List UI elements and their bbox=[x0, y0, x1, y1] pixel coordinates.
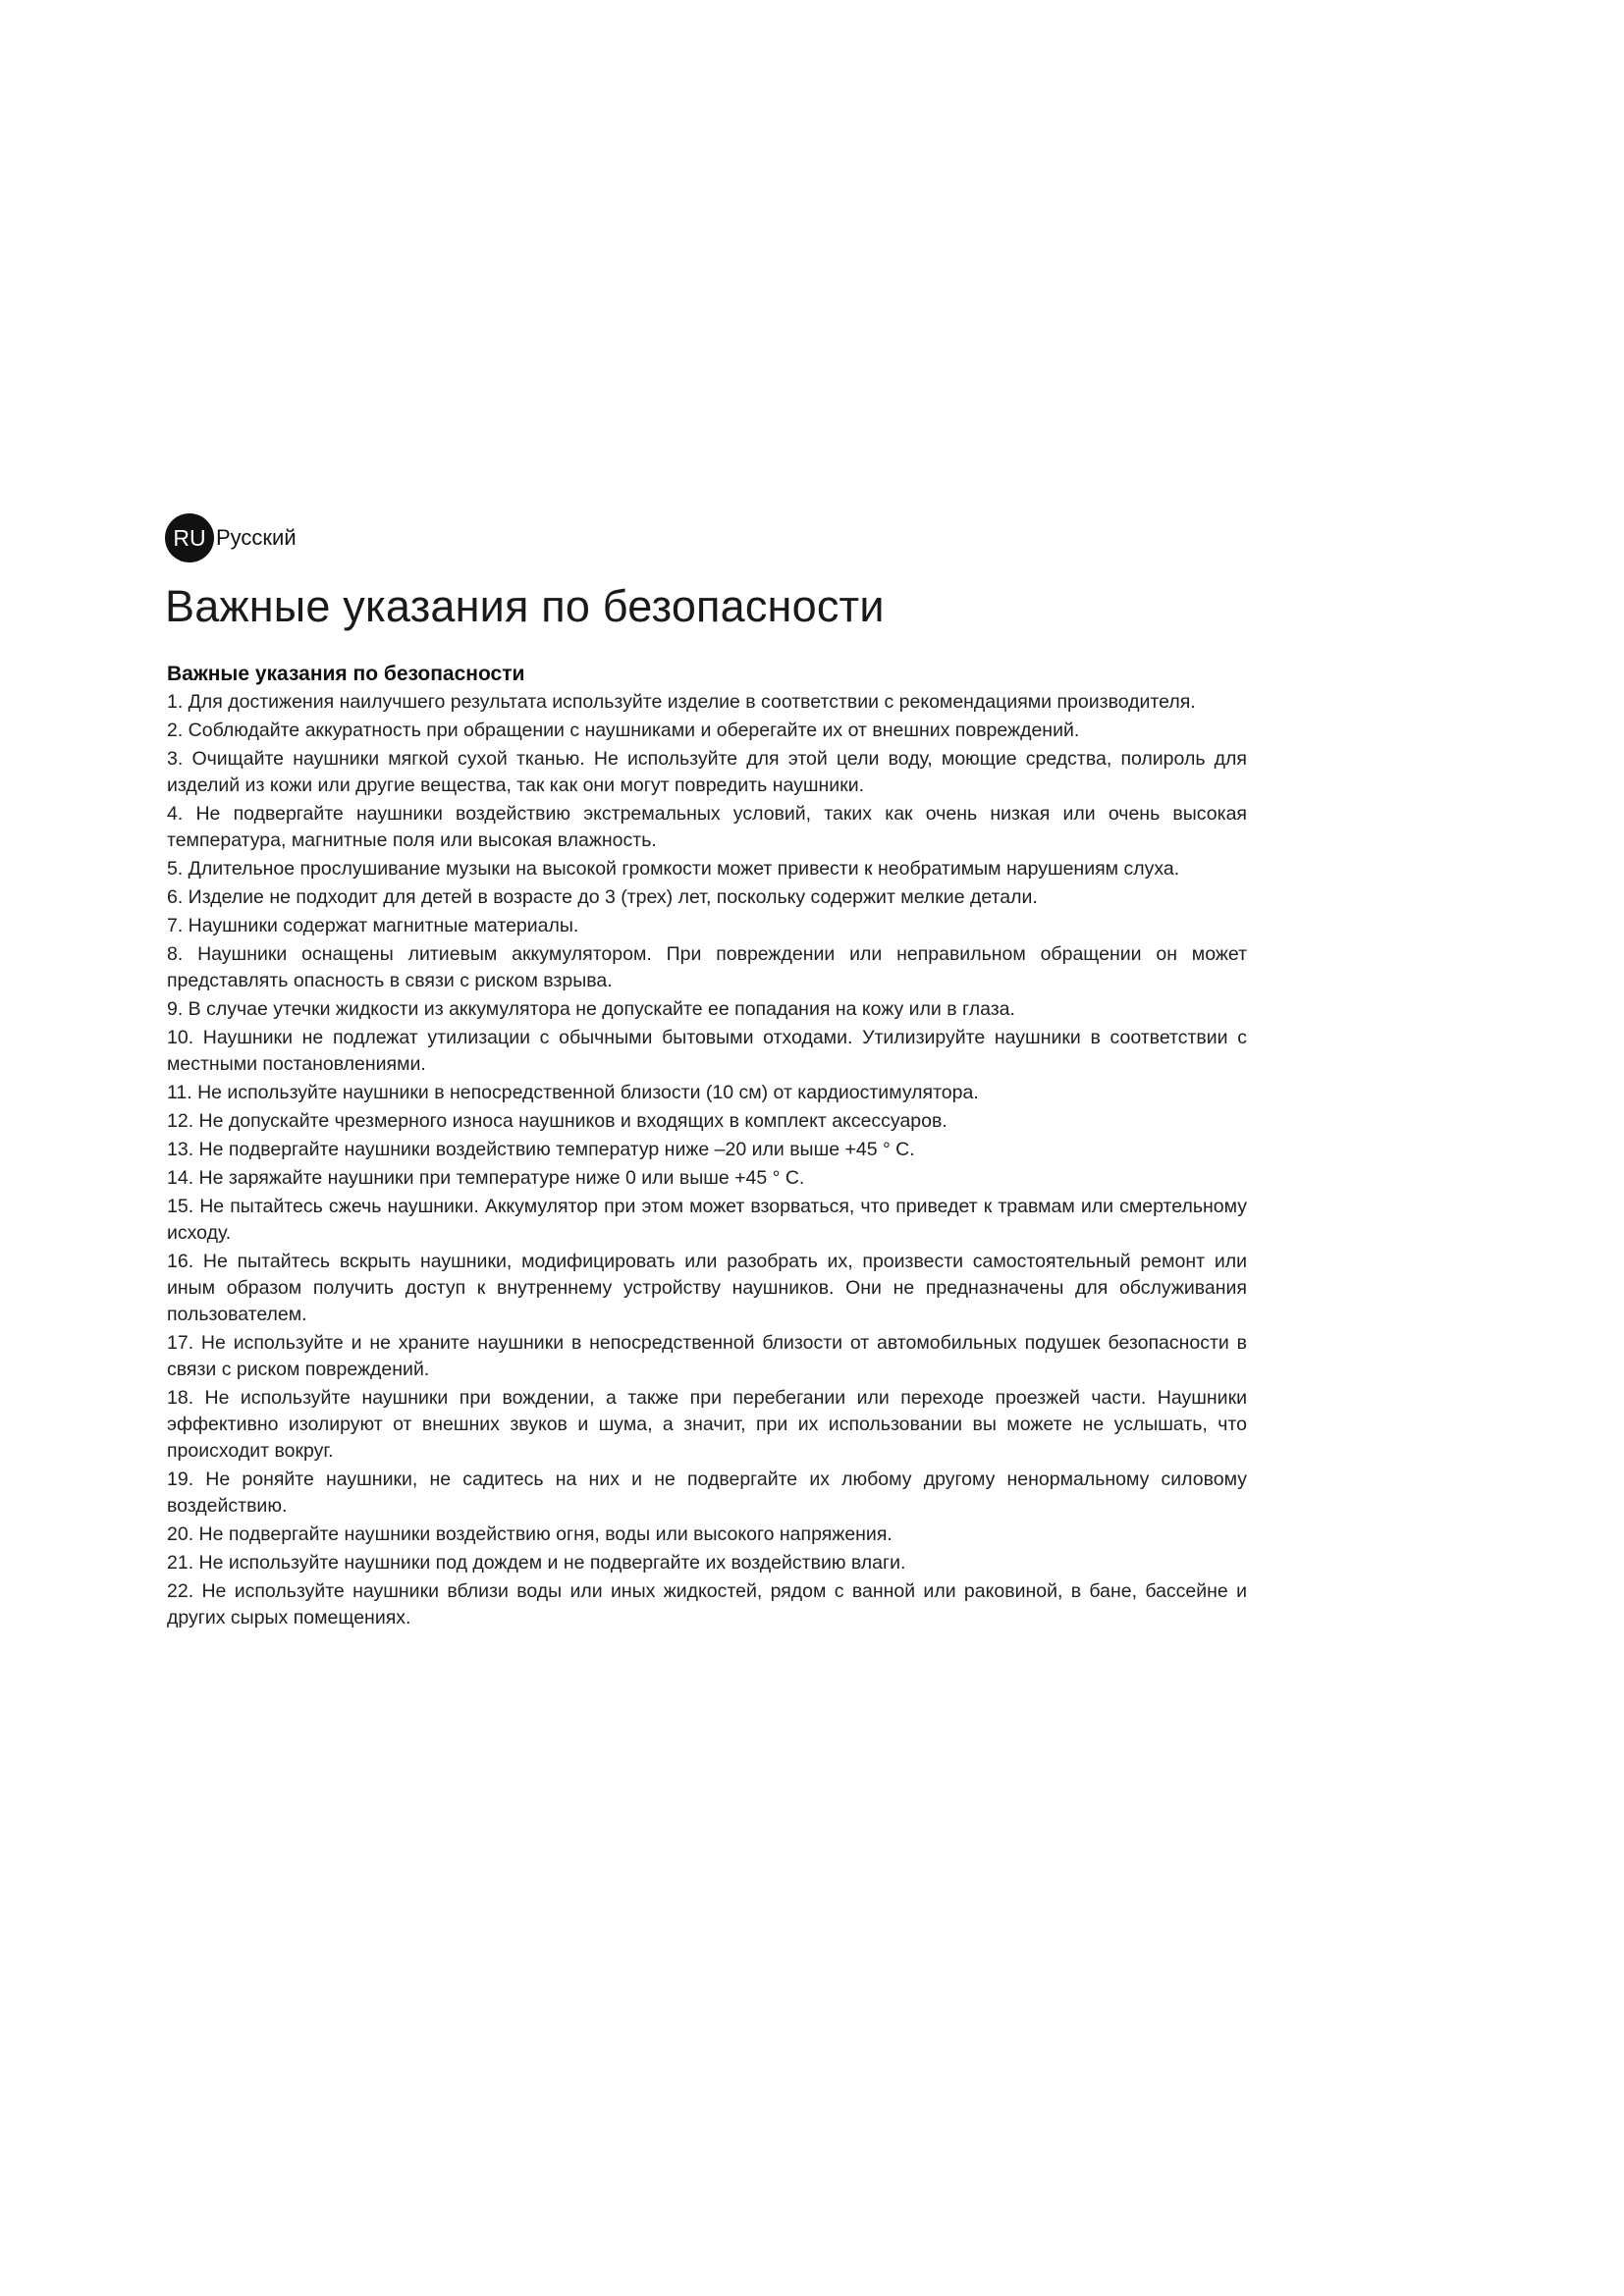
safety-item: 8. Наушники оснащены литиевым аккумулятором. При повреждении или неправильном обращении он может представлять опасность в связи с риском взрыва. bbox=[167, 943, 1247, 991]
safety-item: 12. Не допускайте чрезмерного износа наушников и входящих в комплект аксессуаров. bbox=[167, 1110, 947, 1132]
safety-item: 2. Соблюдайте аккуратность при обращении с наушниками и оберегайте их от внешних повреждений. bbox=[167, 720, 1080, 741]
safety-item: 15. Не пытайтесь сжечь наушники. Аккумулятор при этом может взорваться, что приведет к травмам или смертельному исходу. bbox=[167, 1196, 1247, 1244]
safety-item: 17. Не используйте и не храните наушники в непосредственной близости от автомобильных подушек безопасности в связи с риском повреждений. bbox=[167, 1332, 1247, 1380]
safety-item: 19. Не роняйте наушники, не садитесь на них и не подвергайте их любому другому ненормальному силовому воздействию. bbox=[167, 1468, 1247, 1517]
safety-item: 18. Не используйте наушники при вождении, а также при перебегании или переходе проезжей части. Наушники эффективно изолируют от внешних звуков и шума, а значит, при их использовании вы можете не услышать, что происходит вокруг. bbox=[167, 1387, 1247, 1462]
safety-item: 21. Не используйте наушники под дождем и не подвергайте их воздействию влаги. bbox=[167, 1552, 906, 1574]
safety-list bbox=[167, 689, 1247, 1631]
safety-item: 11. Не используйте наушники в непосредственной близости (10 см) от кардиостимулятора. bbox=[167, 1082, 979, 1103]
language-name: Русский bbox=[216, 525, 297, 550]
safety-item: 13. Не подвергайте наушники воздействию температур ниже –20 или выше +45 ° C. bbox=[167, 1139, 915, 1160]
safety-section bbox=[167, 663, 1247, 1633]
safety-item: 14. Не заряжайте наушники при температуре ниже 0 или выше +45 ° C. bbox=[167, 1167, 805, 1189]
language-code-circle: RU bbox=[165, 513, 214, 562]
page-title: Важные указания по безопасности bbox=[165, 581, 885, 631]
language-badge bbox=[165, 513, 297, 562]
safety-item: 6. Изделие не подходит для детей в возрасте до 3 (трех) лет, поскольку содержит мелкие детали. bbox=[167, 886, 1038, 908]
safety-item: 10. Наушники не подлежат утилизации с обычными бытовыми отходами. Утилизируйте наушники в соответствии с местными постановлениями. bbox=[167, 1027, 1247, 1075]
safety-item: 3. Очищайте наушники мягкой сухой тканью. Не используйте для этой цели воду, моющие средства, полироль для изделий из кожи или другие вещества, так как они могут повредить наушники. bbox=[167, 748, 1247, 796]
section-heading: Важные указания по безопасности bbox=[167, 663, 525, 685]
safety-item: 20. Не подвергайте наушники воздействию огня, воды или высокого напряжения. bbox=[167, 1523, 893, 1545]
safety-item: 5. Длительное прослушивание музыки на высокой громкости может привести к необратимым нарушениям слуха. bbox=[167, 858, 1180, 880]
safety-item: 1. Для достижения наилучшего результата используйте изделие в соответствии с рекомендациями производителя. bbox=[167, 691, 1196, 713]
safety-item: 22. Не используйте наушники вблизи воды или иных жидкостей, рядом с ванной или раковиной, в бане, бассейне и других сырых помещениях. bbox=[167, 1580, 1247, 1629]
safety-item: 7. Наушники содержат магнитные материалы. bbox=[167, 915, 579, 936]
safety-item: 16. Не пытайтесь вскрыть наушники, модифицировать или разобрать их, произвести самостоятельный ремонт или иным образом получить доступ к внутреннему устройству наушников. Они не предназначены для обслуживания пользователем. bbox=[167, 1251, 1247, 1325]
safety-item: 4. Не подвергайте наушники воздействию экстремальных условий, таких как очень низкая или очень высокая температура, магнитные поля или высокая влажность. bbox=[167, 803, 1247, 851]
safety-item: 9. В случае утечки жидкости из аккумулятора не допускайте ее попадания на кожу или в глаза. bbox=[167, 998, 1015, 1020]
